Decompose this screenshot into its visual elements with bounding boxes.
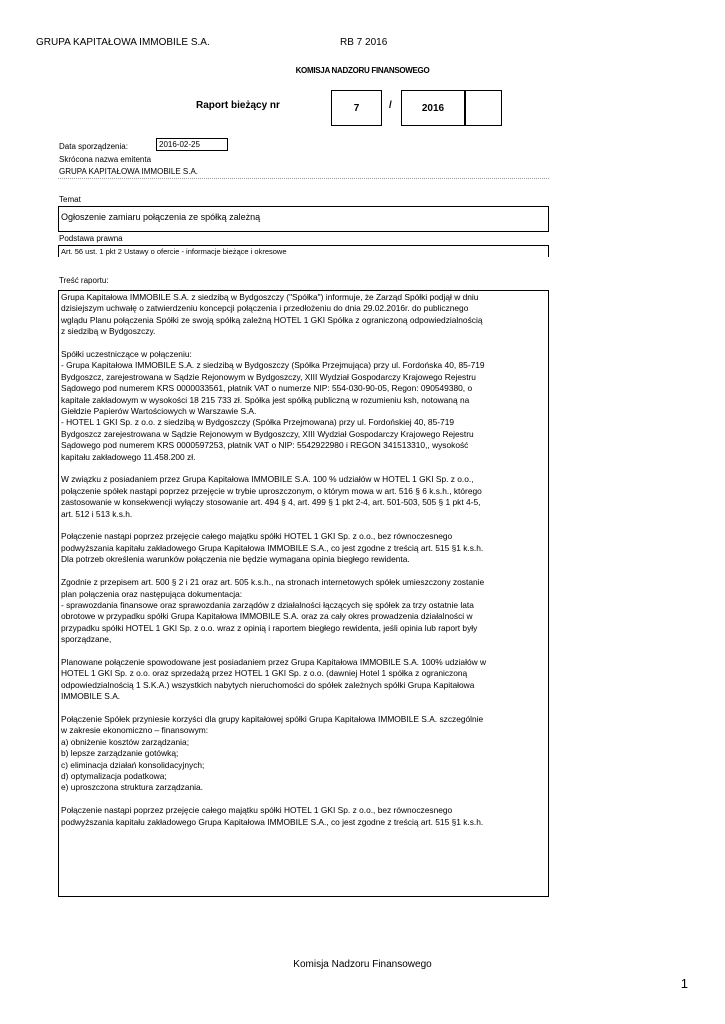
content-line: Połączenie nastąpi poprzez przejęcie całego majątku spółki HOTEL 1 GKI Sp. z o.o., bez równoczesnego (61, 805, 453, 816)
report-number-box (331, 90, 382, 126)
content-line: podwyższania kapitału zakładowego Grupa Kapitałowa IMMOBILE S.A., co jest zgodne z treścią art. 515 §1 k.s.h. (61, 542, 484, 553)
content-label: Treść raportu: (59, 276, 109, 285)
content-line: w zakresie ekonomiczno – finansowym: (61, 725, 209, 736)
content-line: Bydgoszcz zarejestrowana w Sądzie Rejonowym w Bydgoszczy, XIII Wydział Gospodarczy Krajowego Rejestru (61, 428, 474, 439)
report-year: 2016 (421, 102, 445, 114)
content-line: Grupa Kapitałowa IMMOBILE S.A. z siedzibą w Bydgoszczy ("Spółka") informuje, że Zarząd Spółki podjął w dniu (61, 292, 479, 302)
content-line: sporządzane, (61, 634, 112, 645)
content-line: plan połączenia oraz następująca dokumentacja: (61, 588, 243, 599)
report-label: Raport bieżący nr (196, 100, 280, 111)
content-line: zastosowanie w konsekwencji wyłączy stosowanie art. 494 § 4, art. 499 § 1 pkt 2-4, art. 501-503, 505 § 1 pkt 4-5, (61, 497, 481, 508)
authority-title: KOMISJA NADZORU FINANSOWEGO (295, 66, 430, 75)
content-line: HOTEL 1 GKI Sp. z o.o. oraz sprzedażą przez HOTEL 1 GKI Sp. z o.o. (dawniej Hotel 1 spółka z ograniczoną (61, 668, 468, 679)
content-blank-line (61, 566, 546, 577)
content-line: wglądu Planu połączenia Spółki ze swoją spółką zależną HOTEL 1 GKI Spółka z ograniczoną odpowiedzialnością (61, 314, 483, 325)
content-line: przypadku spółki HOTEL 1 GKI Sp. z o.o. wraz z opinią i raportem biegłego rewidenta, jeśli opinia lub raport były (61, 622, 478, 633)
subject-label: Temat (59, 195, 81, 204)
issuer-value: GRUPA KAPITAŁOWA IMMOBILE S.A. (59, 167, 198, 176)
content-line: podwyższania kapitału zakładowego Grupa Kapitałowa IMMOBILE S.A., co jest zgodne z treścią art. 515 §1 k.s.h. (61, 816, 484, 827)
content-blank-line (61, 338, 546, 349)
issuer-label: Skrócona nazwa emitenta (59, 155, 152, 164)
content-line: a) obniżenie kosztów zarządzania; (61, 736, 190, 747)
content-line: art. 512 i 513 k.s.h. (61, 508, 133, 519)
page-number: 1 (680, 976, 688, 991)
date-field: 2016-02-25 (156, 138, 228, 151)
report-content (58, 290, 549, 897)
header-company: GRUPA KAPITAŁOWA IMMOBILE S.A. (36, 37, 210, 48)
date-label: Data sporządzenia: (59, 142, 128, 151)
content-line: Zgodnie z przepisem art. 500 § 2 i 21 oraz art. 505 k.s.h., na stronach internetowych spółek umieszczony zostanie (61, 577, 485, 588)
content-line: Sądowego pod numerem KRS 0000033561, płatnik VAT o numerze NIP: 554-030-90-05, Regon: 090549380, o (61, 383, 473, 394)
content-line: IMMOBILE S.A. (61, 691, 121, 702)
content-blank-line (61, 646, 546, 657)
subject-field: Ogłoszenie zamiaru połączenia ze spółką zależną (58, 206, 549, 232)
content-line: W związku z posiadaniem przez Grupa Kapitałowa IMMOBILE S.A. 100 % udziałów w HOTEL 1 GKI Sp. z o.o., (61, 474, 474, 485)
content-line: Połączenie nastąpi poprzez przejęcie całego majątku spółki HOTEL 1 GKI Sp. z o.o., bez równoczesnego (61, 531, 453, 542)
content-line: b) lepsze zarządzanie gotówką; (61, 748, 179, 759)
content-line: Sądowego pod numerem KRS 0000597253, płatnik VAT o NIP: 5542922980 i REGON 341513310,, wysokość (61, 440, 469, 451)
content-line: Spółki uczestniczące w połączeniu: (61, 349, 192, 360)
content-line: Połączenie Spółek przyniesie korzyści dla grupy kapitałowej spółki Grupa Kapitałowa IMMOBILE S.A. szczególnie (61, 713, 484, 724)
issuer-separator (58, 178, 549, 179)
content-line: Dla potrzeb określenia warunków połączenia nie będzie wymagana opinia biegłego rewidenta. (61, 554, 410, 565)
content-line: Bydgoszcz, zarejestrowana w Sądzie Rejonowym w Bydgoszczy, XIII Wydział Gospodarczy Krajowego Rejestru (61, 371, 476, 382)
content-blank-line (61, 703, 546, 714)
report-year-box (401, 90, 465, 126)
content-line: Giełdzie Papierów Wartościowych w Warszawie S.A. (61, 406, 257, 417)
content-line: c) eliminacja działań konsolidacyjnych; (61, 759, 205, 770)
content-line: dzisiejszym uchwałę o zatwierdzeniu koncepcji połączenia i przedłożeniu do dnia 29.02.2016r. do publicznego (61, 303, 469, 314)
content-line: - Grupa Kapitałowa IMMOBILE S.A. z siedzibą w Bydgoszczy (Spółka Przejmująca) przy ul. Fordońska 40, 85-719 (61, 360, 485, 371)
content-line: kapitału zakładowego 11.458.200 zł. (61, 451, 196, 462)
content-line: - HOTEL 1 GKI Sp. z o.o. z siedzibą w Bydgoszczy (Spółka Przejmowana) przy ul. Fordońskiej 40, 85-719 (61, 417, 455, 428)
footer: Komisja Nadzoru Finansowego (293, 959, 432, 970)
content-line: obrotowe w przypadku spółki Grupa Kapitałowa IMMOBILE S.A. oraz za cały okres prowadzenia działalności w (61, 611, 473, 622)
content-line: - sprawozdania finansowe oraz sprawozdania zarządów z działalności łączących się spółek za trzy ostatnie lata (61, 599, 474, 610)
content-line: Planowane połączenie spowodowane jest posiadaniem przez Grupa Kapitałowa IMMOBILE S.A. 100% udziałów w (61, 656, 487, 667)
content-line: e) uproszczona struktura zarządzania. (61, 782, 203, 793)
content-blank-line (61, 463, 546, 474)
report-number: 7 (353, 102, 360, 114)
content-line: połączenie spółek nastąpi poprzez przejęcie w trybie uproszczonym, o którym mowa w art. 516 § 6 k.s.h., którego (61, 485, 482, 496)
report-empty-box (465, 90, 502, 126)
report-slash: / (389, 100, 392, 111)
content-line: kapitale zakładowym w wysokości 18 215 733 zł. Spółka jest spółką publiczną w rozumieniu ksh, notowaną na (61, 394, 470, 405)
header-report-code: RB 7 2016 (340, 37, 388, 48)
content-blank-line (61, 794, 546, 805)
content-line: d) optymalizacja podatkowa; (61, 770, 167, 781)
legal-basis-label: Podstawa prawna (59, 234, 123, 243)
legal-basis-field: Art. 56 ust. 1 pkt 2 Ustawy o ofercie - informacje bieżące i okresowe (58, 245, 549, 257)
content-blank-line (61, 520, 546, 531)
content-line: z siedzibą w Bydgoszczy. (61, 326, 156, 337)
content-line: odpowiedzialnością 1 S.K.A.) wszystkich nabytych nieruchomości do spółek zależnych spółki Grupa Kapitałowa (61, 679, 475, 690)
